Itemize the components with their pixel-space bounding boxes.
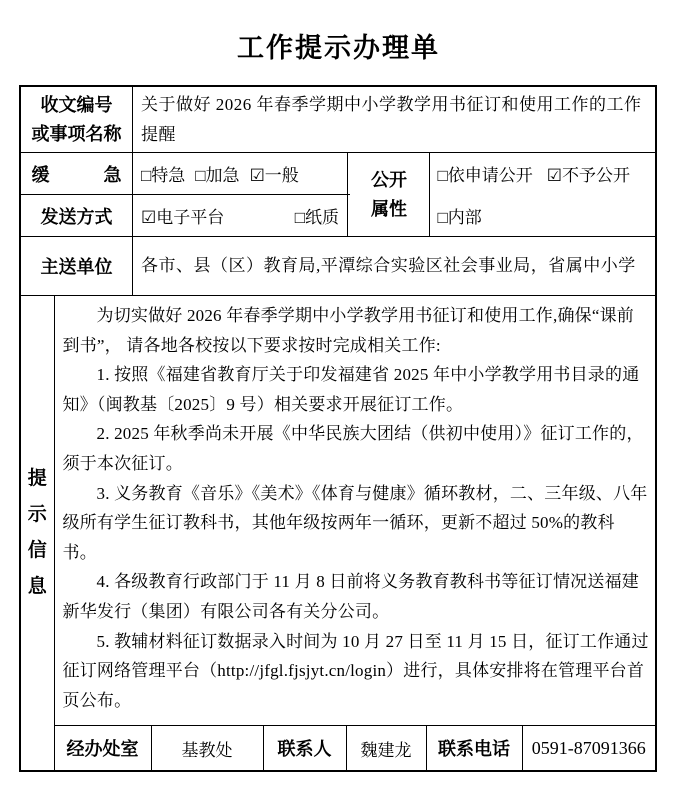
- row-urgency-publicity: [21, 153, 655, 237]
- urgency-send-block: [21, 153, 350, 236]
- send-method-label: 发送方式: [21, 195, 133, 236]
- send-method-options: [133, 195, 348, 236]
- checkbox-option[interactable]: ☑电子平台: [141, 208, 225, 227]
- contact-office-value: 基教处: [152, 726, 264, 770]
- notice-paragraph: 为切实做好 2026 年春季学期中小学教学用书征订和使用工作,确保“课前到书”， 请各地各校按以下要求按时完成相关工作:: [62, 306, 634, 355]
- notice-label: [21, 296, 55, 770]
- row-urgency: [21, 153, 350, 195]
- notice-paragraph: 5. 教辅材料征订数据录入时间为 10 月 27 日至 11 月 15 日，征订工作通过征订网络管理平台（http://jfgl.fjsjyt.cn/login）进行，具体安排将在管理平台首页公布。: [62, 631, 649, 710]
- publicity-options: [430, 153, 656, 236]
- page-title: 工作提示办理单: [237, 33, 440, 63]
- urgency-options: [133, 153, 348, 194]
- publicity-label-line2: 属性: [371, 198, 407, 219]
- contact-row: [55, 725, 656, 770]
- notice-label-text: 提示信息: [27, 468, 47, 597]
- notice-paragraph: 4. 各级教育行政部门于 11 月 8 日前将义务教育教科书等征订情况送福建新华发行（集团）有限公司各有关分公司。: [62, 572, 639, 621]
- notice-content-area: [55, 296, 656, 770]
- contact-person-value: 魏建龙: [347, 726, 427, 770]
- notice-paragraphs: [55, 296, 656, 725]
- contact-office-label: 经办处室: [55, 726, 152, 770]
- urgency-label-char2: 急: [103, 164, 122, 185]
- notice-paragraph: 3. 义务教育《音乐》《美术》《体育与健康》循环教材，二、三年级、八年级所有学生征订教科书，其他年级按两年一循环，更新不超过 50%的教科书。: [62, 483, 648, 562]
- checkbox-option[interactable]: ☑不予公开: [546, 166, 631, 186]
- checkbox-option[interactable]: □依申请公开: [437, 166, 533, 186]
- contact-phone-label: 联系电话: [427, 726, 523, 770]
- checkbox-option[interactable]: □特急: [141, 166, 186, 185]
- receipt-label-line2: 或事项名称: [31, 123, 122, 144]
- checkbox-option[interactable]: ☑一般: [249, 166, 299, 185]
- urgency-label-char1: 缓: [31, 164, 50, 185]
- publicity-label: [350, 153, 430, 236]
- contact-person-label: 联系人: [264, 726, 347, 770]
- row-main-recipients: [21, 237, 655, 296]
- receipt-label-line1: 收文编号: [40, 94, 113, 115]
- checkbox-option[interactable]: □纸质: [294, 208, 339, 227]
- publicity-line1: [430, 153, 656, 195]
- notice-paragraph: 1. 按照《福建省教育厅关于印发福建省 2025 年中小学教学用书目录的通知》（闽教基〔2025〕9 号）相关要求开展征订工作。: [62, 365, 640, 414]
- receipt-value: 关于做好 2026 年春季学期中小学教学用书征订和使用工作的工作提醒: [141, 94, 642, 144]
- contact-phone-value: 0591-87091366: [531, 737, 646, 758]
- checkbox-option[interactable]: □加急: [195, 166, 240, 185]
- form-table: [19, 85, 657, 772]
- publicity-line2: [430, 195, 656, 237]
- publicity-label-line1: 公开: [371, 169, 407, 190]
- row-notice: [21, 296, 655, 770]
- checkbox-option[interactable]: □内部: [437, 207, 482, 227]
- main-recipients-value: 各市、县（区）教育局,平潭综合实验区社会事业局，省属中小学: [141, 256, 636, 275]
- urgency-label: [21, 153, 133, 194]
- row-send-method: [21, 195, 350, 236]
- receipt-label: [21, 87, 133, 152]
- notice-paragraph: 2. 2025 年秋季尚未开展《中华民族大团结（供初中使用）》征订工作的，须于本次征订。: [62, 424, 644, 473]
- row-receipt: [21, 87, 655, 153]
- main-recipients-label: 主送单位: [21, 237, 133, 295]
